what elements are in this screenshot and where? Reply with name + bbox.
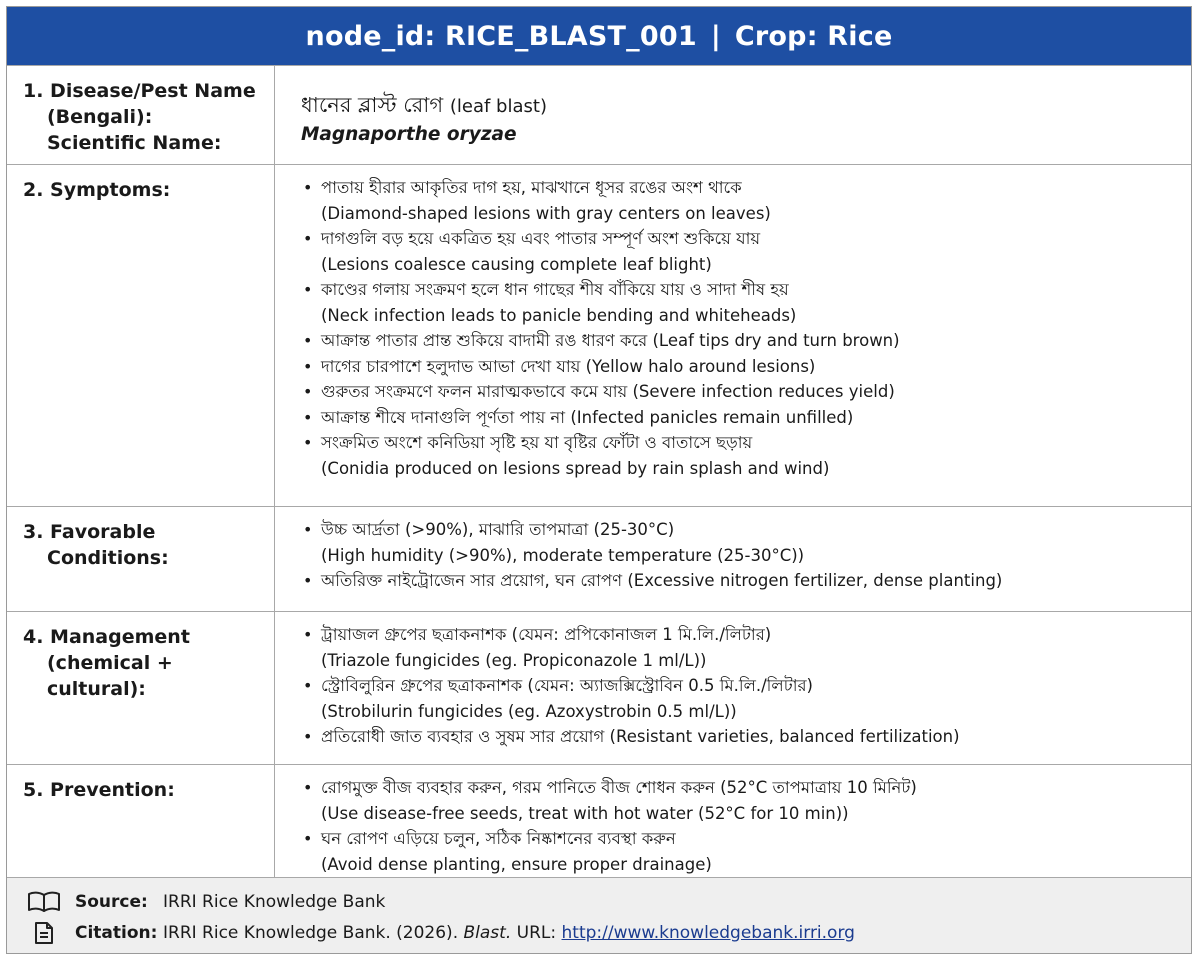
row-management	[7, 611, 1191, 764]
list-item: • আক্রান্ত শীষে দানাগুলি পূর্ণতা পায় না (Infected panicles remain unfilled)	[301, 405, 1181, 431]
card-footer	[7, 877, 1191, 953]
row-label: 3. Favorable Conditions:	[7, 507, 275, 611]
row-prevention	[7, 764, 1191, 883]
list-item: • প্রতিরোধী জাত ব্যবহার ও সুষম সার প্রয়োগ (Resistant varieties, balanced fertilization)	[301, 724, 1181, 750]
citation-label: Citation:	[75, 922, 158, 943]
list-item: • দাগের চারপাশে হলুদাভ আভা দেখা যায় (Yellow halo around lesions)	[301, 354, 1181, 380]
source-line	[25, 886, 1191, 917]
row-disease-name	[7, 65, 1191, 164]
row-content	[275, 612, 1191, 764]
source-label: Source:	[75, 891, 148, 912]
header-separator: |	[710, 20, 721, 52]
management-list	[301, 622, 1181, 750]
conditions-list	[301, 517, 1181, 594]
list-item: • ট্রায়াজল গ্রুপের ছত্রাকনাশক (যেমন: প্রপিকোনাজল 1 মি.লি./লিটার) (Triazole fungicides (eg. Propiconazole 1 ml/L))	[301, 622, 1181, 673]
row-content	[275, 507, 1191, 611]
row-label: 5. Prevention:	[7, 765, 275, 883]
row-label: 1. Disease/Pest Name (Bengali): Scientific Name:	[7, 66, 275, 164]
list-item: • ঘন রোপণ এড়িয়ে চলুন, সঠিক নিষ্কাশনের ব্যবস্থা করুন (Avoid dense planting, ensure proper drainage)	[301, 826, 1181, 877]
crop-name: Crop: Rice	[734, 20, 893, 52]
list-item: • দাগগুলি বড় হয়ে একত্রিত হয় এবং পাতার সম্পূর্ণ অংশ শুকিয়ে যায় (Lesions coalesce causing complete leaf blight)	[301, 226, 1181, 277]
row-symptoms	[7, 164, 1191, 506]
bengali-name: ধানের ব্লাস্ট রোগ (leaf blast)	[301, 93, 547, 117]
prevention-list	[301, 775, 1181, 877]
list-item: • কাণ্ডের গলায় সংক্রমণ হলে ধান গাছের শীষ বাঁকিয়ে যায় ও সাদা শীষ হয় (Neck infection leads to panicle bending and whiteheads)	[301, 277, 1181, 328]
citation-value: IRRI Rice Knowledge Bank. (2026). Blast. URL: http://www.knowledgebank.irri.org	[163, 922, 855, 943]
row-content	[275, 765, 1191, 883]
card-header	[7, 7, 1191, 65]
row-label: 4. Management (chemical + cultural):	[7, 612, 275, 764]
scientific-name: Magnaporthe oryzae	[301, 124, 517, 145]
row-content	[275, 66, 1191, 164]
list-item: • পাতায় হীরার আকৃতির দাগ হয়, মাঝখানে ধূসর রঙের অংশ থাকে (Diamond-shaped lesions with gray centers on leaves)	[301, 175, 1181, 226]
row-label: 2. Symptoms:	[7, 165, 275, 506]
row-favorable-conditions	[7, 506, 1191, 611]
list-item: • রোগমুক্ত বীজ ব্যবহার করুন, গরম পানিতে বীজ শোধন করুন (52°C তাপমাত্রায় 10 মিনিট) (Use disease-free seeds, treat with hot water (52°C for 10 min))	[301, 775, 1181, 826]
book-icon	[25, 891, 63, 913]
list-item: • গুরুতর সংক্রমণে ফলন মারাত্মকভাবে কমে যায় (Severe infection reduces yield)	[301, 379, 1181, 405]
disease-card	[6, 6, 1192, 954]
document-icon	[25, 921, 63, 945]
list-item: • স্ট্রোবিলুরিন গ্রুপের ছত্রাকনাশক (যেমন: অ্যাজক্সিস্ট্রোবিন 0.5 মি.লি./লিটার) (Strobilurin fungicides (eg. Azoxystrobin 0.5 ml/L))	[301, 673, 1181, 724]
symptom-list	[301, 175, 1181, 481]
citation-link[interactable]: http://www.knowledgebank.irri.org	[561, 922, 855, 943]
node-id: node_id: RICE_BLAST_001	[305, 20, 697, 52]
source-value: IRRI Rice Knowledge Bank	[163, 891, 386, 912]
list-item: • অতিরিক্ত নাইট্রোজেন সার প্রয়োগ, ঘন রোপণ (Excessive nitrogen fertilizer, dense planting)	[301, 568, 1181, 594]
list-item: • উচ্চ আর্দ্রতা (>90%), মাঝারি তাপমাত্রা (25-30°C) (High humidity (>90%), moderate temperature (25-30°C))	[301, 517, 1181, 568]
list-item: • আক্রান্ত পাতার প্রান্ত শুকিয়ে বাদামী রঙ ধারণ করে (Leaf tips dry and turn brown)	[301, 328, 1181, 354]
row-content	[275, 165, 1191, 506]
citation-line	[25, 917, 1191, 948]
list-item: • সংক্রমিত অংশে কনিডিয়া সৃষ্টি হয় যা বৃষ্টির ফোঁটা ও বাতাসে ছড়ায় (Conidia produced on lesions spread by rain splash and wind)	[301, 430, 1181, 481]
